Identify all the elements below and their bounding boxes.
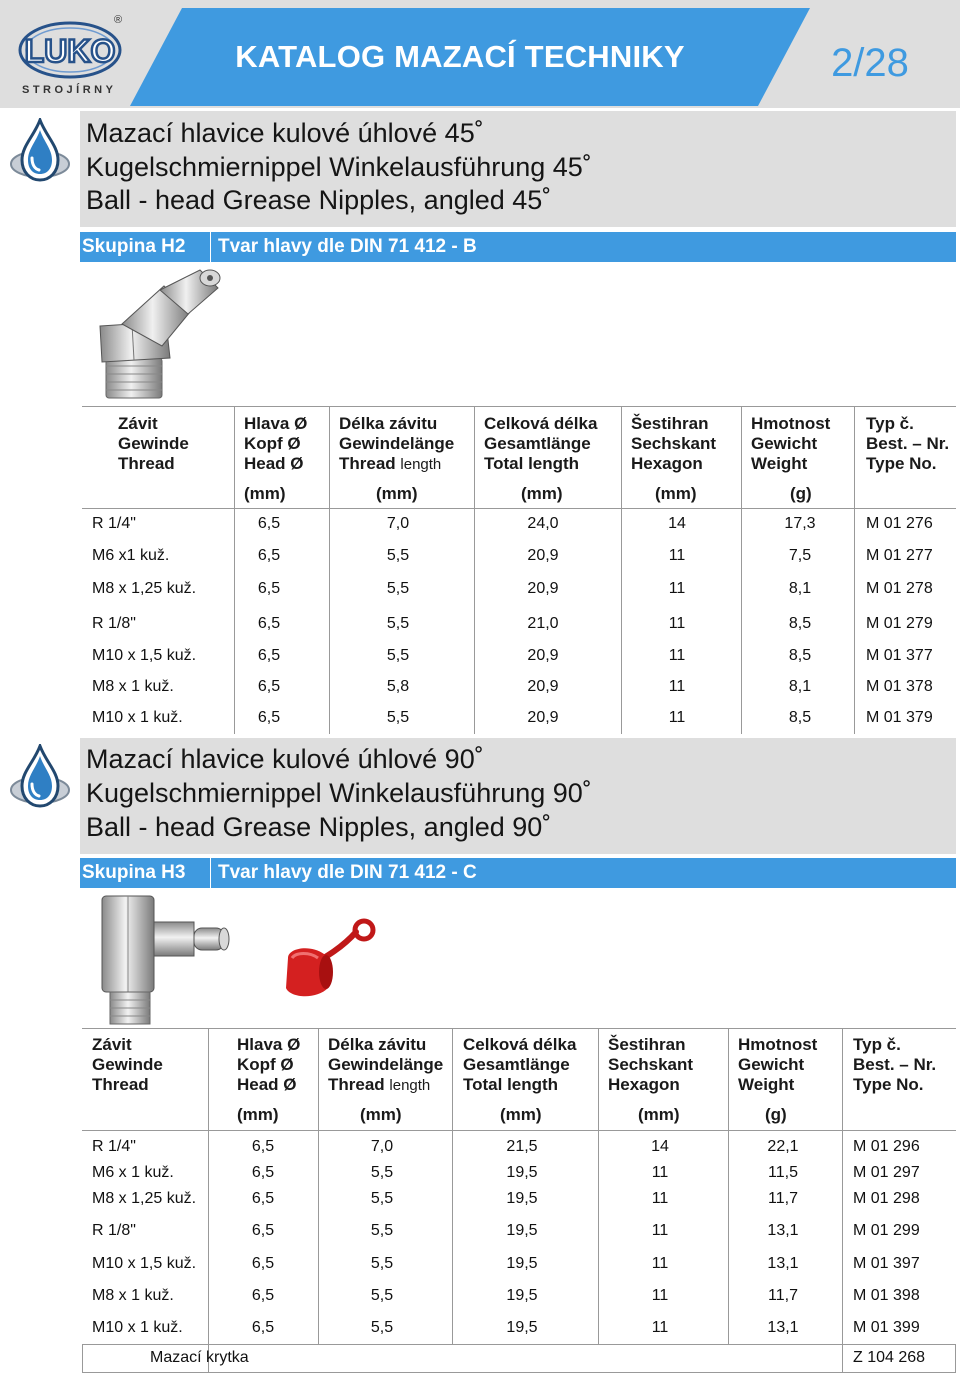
cell-type-no: M 01 297: [853, 1164, 920, 1181]
cell-thread-length: 7,0: [386, 515, 410, 532]
cell-weight: 8,5: [788, 709, 812, 726]
unit-mm: (mm): [360, 1105, 402, 1124]
col-header-hexagon: Šestihran Sechskant Hexagon: [631, 414, 717, 473]
cell-head: 6,5: [251, 1319, 275, 1336]
logo-text: LUKO: [24, 33, 116, 69]
cell-hexagon: 11: [668, 678, 686, 695]
cell-hexagon: 11: [668, 647, 686, 664]
cell-hexagon: 11: [651, 1164, 669, 1181]
table-divider: [598, 1028, 599, 1344]
cell-thread: R 1/4": [92, 1138, 136, 1155]
cell-thread: M10 x 1 kuž.: [92, 709, 183, 726]
cell-head: 6,5: [251, 1255, 275, 1272]
cell-head: 6,5: [257, 647, 281, 664]
table-divider: [854, 406, 855, 734]
cell-weight: 8,5: [788, 647, 812, 664]
group-bar: [80, 232, 956, 262]
cell-type-no: M 01 298: [853, 1190, 920, 1207]
cell-total-length: 20,9: [527, 647, 559, 664]
unit-g: (g): [790, 484, 812, 503]
cell-thread-length: 5,5: [386, 580, 410, 597]
unit-mm: (mm): [521, 484, 563, 503]
cell-type-no: M 01 296: [853, 1138, 920, 1155]
table-divider: [842, 1028, 843, 1372]
cell-thread-length: 5,5: [370, 1287, 394, 1304]
cell-thread-length: 5,5: [370, 1319, 394, 1336]
col-header-thread-length: Délka závitu Gewindelänge Thread length: [328, 1035, 444, 1094]
grease-nipple-45-image: [92, 266, 232, 406]
table-rule: [82, 1372, 956, 1373]
cell-hexagon: 11: [651, 1190, 669, 1207]
section-title-de: Kugelschmiernippel Winkelausführung 45˚: [86, 152, 592, 182]
cell-total-length: 19,5: [506, 1222, 538, 1239]
grease-nipple-90-image: [92, 892, 232, 1028]
section-title-cz: Mazací hlavice kulové úhlové 90˚: [86, 744, 484, 774]
table-rule: [82, 1130, 956, 1131]
unit-mm: (mm): [237, 1105, 279, 1124]
col-header-type-no: Typ č. Best. – Nr. Type No.: [866, 414, 950, 473]
cell-total-length: 19,5: [506, 1287, 538, 1304]
cell-thread: M6 x1 kuž.: [92, 547, 170, 564]
group-bar: [80, 858, 956, 888]
cell-total-length: 19,5: [506, 1164, 538, 1181]
cell-thread: R 1/8": [92, 1222, 136, 1239]
cell-hexagon: 11: [651, 1222, 669, 1239]
cell-head: 6,5: [251, 1138, 275, 1155]
unit-mm: (mm): [500, 1105, 542, 1124]
registered-mark: ®: [114, 14, 123, 26]
oil-drop-icon: [8, 118, 72, 188]
cell-thread: M8 x 1 kuž.: [92, 1287, 174, 1304]
cell-hexagon: 11: [651, 1319, 669, 1336]
group-separator: [210, 232, 211, 262]
cell-thread-length: 5,5: [386, 709, 410, 726]
cell-hexagon: 14: [651, 1138, 669, 1155]
cell-head: 6,5: [257, 678, 281, 695]
section-title-en: Ball - head Grease Nipples, angled 90˚: [86, 812, 552, 842]
table-divider: [741, 406, 742, 734]
red-grease-cap-image: [280, 918, 384, 1010]
section-title-en: Ball - head Grease Nipples, angled 45˚: [86, 185, 552, 215]
unit-mm: (mm): [655, 484, 697, 503]
cell-type-no: M 01 398: [853, 1287, 920, 1304]
col-header-type-no: Typ č. Best. – Nr. Type No.: [853, 1035, 937, 1094]
table-rule: [82, 406, 956, 407]
group-code: Skupina H3: [82, 862, 186, 883]
cell-weight: 7,5: [788, 547, 812, 564]
table-divider: [474, 406, 475, 734]
unit-g: (g): [765, 1105, 787, 1124]
group-description: Tvar hlavy dle DIN 71 412 - C: [218, 862, 477, 883]
unit-mm: (mm): [244, 484, 286, 503]
cell-thread-length: 5,8: [386, 678, 410, 695]
cell-head: 6,5: [251, 1190, 275, 1207]
table-divider: [621, 406, 622, 734]
cell-hexagon: 11: [668, 580, 686, 597]
cell-type-no: M 01 299: [853, 1222, 920, 1239]
section-title-cz: Mazací hlavice kulové úhlové 45˚: [86, 118, 484, 148]
col-header-weight: Hmotnost Gewicht Weight: [738, 1035, 818, 1094]
table-divider: [329, 406, 330, 734]
cell-hexagon: 11: [668, 709, 686, 726]
cell-type-no: M 01 377: [866, 647, 933, 664]
cell-weight: 11,7: [768, 1190, 798, 1207]
col-header-thread-length: Délka závitu Gewindelänge Thread length: [339, 414, 455, 473]
table-rule: [82, 1028, 956, 1029]
group-description: Tvar hlavy dle DIN 71 412 - B: [218, 236, 477, 257]
col-header-hexagon: Šestihran Sechskant Hexagon: [608, 1035, 694, 1094]
cell-thread: M8 x 1,25 kuž.: [92, 580, 197, 597]
cell-weight: 22,1: [767, 1138, 799, 1155]
cell-total-length: 19,5: [506, 1190, 538, 1207]
unit-mm: (mm): [376, 484, 418, 503]
cell-type-no: M 01 378: [866, 678, 933, 695]
table-divider: [955, 1344, 956, 1372]
cell-head: 6,5: [257, 515, 281, 532]
group-code: Skupina H2: [82, 236, 186, 257]
cell-head: 6,5: [251, 1164, 275, 1181]
cell-thread-length: 5,5: [370, 1255, 394, 1272]
col-header-head: Hlava Ø Kopf Ø Head Ø: [244, 414, 308, 473]
cell-weight: 13,1: [767, 1222, 799, 1239]
group-separator: [210, 858, 211, 888]
unit-mm: (mm): [638, 1105, 680, 1124]
cell-thread: M8 x 1 kuž.: [92, 678, 174, 695]
cell-hexagon: 14: [668, 515, 686, 532]
cell-total-length: 19,5: [506, 1319, 538, 1336]
accessory-label: Mazací krytka: [150, 1349, 249, 1366]
cell-weight: 8,1: [788, 580, 812, 597]
cell-total-length: 19,5: [506, 1255, 538, 1272]
cell-weight: 11,5: [768, 1164, 798, 1181]
col-header-total-length: Celková délka Gesamtlänge Total length: [463, 1035, 577, 1094]
cell-thread: M10 x 1 kuž.: [92, 1319, 183, 1336]
cell-thread-length: 7,0: [370, 1138, 394, 1155]
cell-type-no: M 01 397: [853, 1255, 920, 1272]
cell-head: 6,5: [257, 709, 281, 726]
cell-thread-length: 5,5: [370, 1222, 394, 1239]
cell-total-length: 20,9: [527, 547, 559, 564]
accessory-type-no: Z 104 268: [853, 1349, 926, 1366]
cell-hexagon: 11: [668, 615, 686, 632]
cell-type-no: M 01 276: [866, 515, 933, 532]
section-title-de: Kugelschmiernippel Winkelausführung 90˚: [86, 778, 592, 808]
cell-total-length: 20,9: [527, 678, 559, 695]
table-divider: [208, 1028, 209, 1372]
cell-thread: M10 x 1,5 kuž.: [92, 1255, 197, 1272]
table-rule: [82, 1344, 956, 1345]
table-rule: [82, 508, 956, 509]
cell-head: 6,5: [251, 1287, 275, 1304]
cell-head: 6,5: [257, 615, 281, 632]
cell-thread: R 1/4": [92, 515, 136, 532]
table-divider: [452, 1028, 453, 1344]
cell-total-length: 20,9: [527, 709, 559, 726]
cell-weight: 8,5: [788, 615, 812, 632]
cell-hexagon: 11: [651, 1287, 669, 1304]
cell-total-length: 21,0: [527, 615, 559, 632]
catalog-title: KATALOG MAZACÍ TECHNIKY: [235, 39, 685, 74]
col-header-total-length: Celková délka Gesamtlänge Total length: [484, 414, 598, 473]
cell-hexagon: 11: [668, 547, 686, 564]
col-header-weight: Hmotnost Gewicht Weight: [751, 414, 831, 473]
cell-hexagon: 11: [651, 1255, 669, 1272]
cell-total-length: 20,9: [527, 580, 559, 597]
logo-subtitle: STROJÍRNY: [22, 84, 117, 96]
cell-total-length: 21,5: [506, 1138, 538, 1155]
cell-weight: 13,1: [767, 1255, 799, 1272]
cell-thread: M8 x 1,25 kuž.: [92, 1190, 197, 1207]
cell-type-no: M 01 399: [853, 1319, 920, 1336]
cell-type-no: M 01 278: [866, 580, 933, 597]
cell-weight: 8,1: [788, 678, 812, 695]
table-divider: [234, 406, 235, 734]
page-number: 2/28: [831, 41, 909, 85]
cell-weight: 13,1: [767, 1319, 799, 1336]
cell-thread-length: 5,5: [370, 1164, 394, 1181]
cell-thread: M10 x 1,5 kuž.: [92, 647, 197, 664]
cell-thread-length: 5,5: [370, 1190, 394, 1207]
col-header-thread: Závit Gewinde Thread: [92, 1035, 163, 1094]
cell-weight: 11,7: [768, 1287, 798, 1304]
cell-head: 6,5: [251, 1222, 275, 1239]
col-header-head: Hlava Ø Kopf Ø Head Ø: [237, 1035, 301, 1094]
cell-head: 6,5: [257, 547, 281, 564]
cell-type-no: M 01 379: [866, 709, 933, 726]
table-divider: [728, 1028, 729, 1344]
cell-thread-length: 5,5: [386, 615, 410, 632]
table-divider: [82, 1344, 83, 1372]
cell-thread-length: 5,5: [386, 547, 410, 564]
cell-weight: 17,3: [784, 515, 816, 532]
cell-thread: M6 x 1 kuž.: [92, 1164, 174, 1181]
cell-total-length: 24,0: [527, 515, 559, 532]
cell-type-no: M 01 277: [866, 547, 933, 564]
cell-thread: R 1/8": [92, 615, 136, 632]
cell-head: 6,5: [257, 580, 281, 597]
col-header-thread: Závit Gewinde Thread: [118, 414, 189, 473]
cell-type-no: M 01 279: [866, 615, 933, 632]
cell-thread-length: 5,5: [386, 647, 410, 664]
oil-drop-icon: [8, 744, 72, 814]
table-divider: [318, 1028, 319, 1344]
